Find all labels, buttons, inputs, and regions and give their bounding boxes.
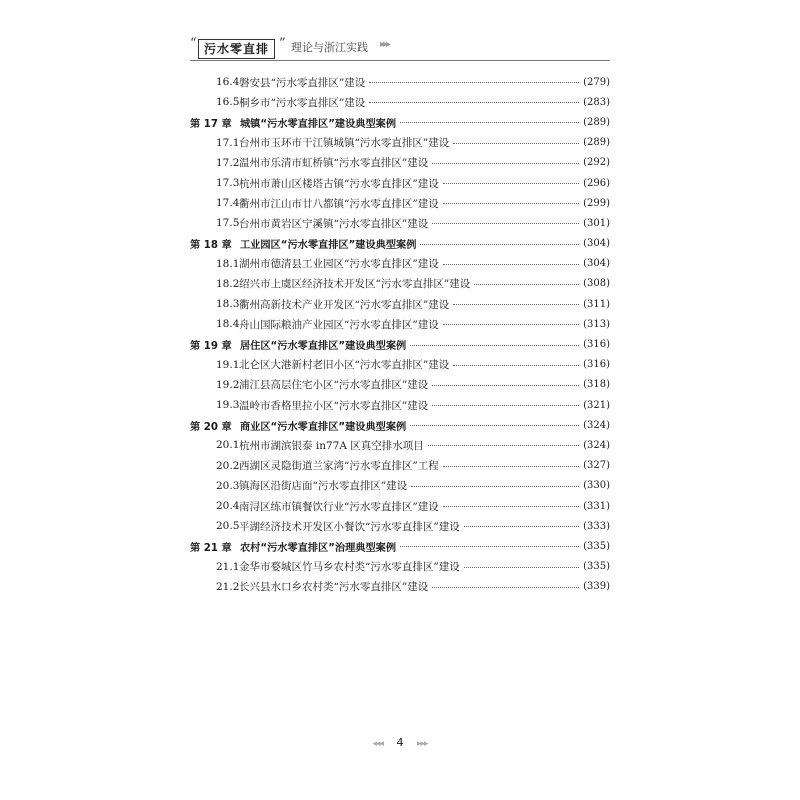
dot-leader [432,384,579,386]
toc-entry-page: (296) [583,177,610,189]
dot-leader [369,101,579,103]
dot-leader [443,505,579,507]
toc-entry-number: 第 20 章 [190,421,232,433]
dot-leader [464,566,579,568]
toc-entry-title: 温岭市香格里拉小区“污水零直排区”建设 [239,399,429,412]
toc-entry-page: (279) [583,76,610,88]
header-arrows-icon: ▸▸▸ [380,39,390,50]
toc-entry-number: 16.4 [216,76,240,89]
toc-section-row [190,496,610,516]
toc-entry-page: (299) [583,197,610,209]
toc-chapter-row [190,234,610,254]
header-rule [190,60,610,61]
toc-entry-title: 杭州市萧山区楼塔古镇“污水零直排区”建设 [239,177,439,190]
dot-leader [410,344,579,346]
open-quote: “ [190,36,197,51]
dot-leader [432,162,579,164]
toc-entry-page: (311) [583,298,610,310]
toc-entry-number: 17.4 [216,197,240,210]
toc-entry-page: (321) [583,399,610,411]
toc-section-row [190,193,610,213]
toc-entry-page: (292) [583,157,610,169]
toc-section-row [190,395,610,415]
close-quote: ” [279,36,286,51]
toc-entry-page: (316) [583,359,610,371]
dot-leader [432,586,579,588]
toc-entry-page: (331) [583,500,610,512]
toc-chapter-row [190,415,610,435]
toc-entry-title: 台州市黄岩区宁溪镇“污水零直排区”建设 [239,217,429,230]
dot-leader [432,404,579,406]
toc-entry-page: (327) [583,460,610,472]
toc-entry-page: (289) [583,116,610,128]
toc-section-row [190,355,610,375]
book-subtitle: 理论与浙江实践 [291,41,368,54]
toc-entry-title: 舟山国际粮油产业园区“污水零直排区”建设 [239,318,439,331]
toc-entry-number: 17.1 [216,136,240,149]
toc-entry-page: (330) [583,480,610,492]
toc-entry-page: (283) [583,96,610,108]
toc-entry-number: 20.2 [216,459,240,472]
toc-section-row [190,375,610,395]
toc-entry-page: (304) [583,258,610,270]
dot-leader [464,525,579,527]
toc-entry-number: 21.1 [216,560,240,573]
toc-entry-number: 17.5 [216,217,240,230]
right-arrows-icon: ▸▸▸ [417,739,428,749]
toc-section-row [190,72,610,92]
toc-entry-title: 金华市婺城区竹马乡农村类“污水零直排区”建设 [239,561,460,574]
toc-entry-page: (301) [583,217,610,229]
dot-leader [410,424,579,426]
toc-section-row [190,577,610,597]
toc-chapter-row [190,112,610,132]
dot-leader [443,202,579,204]
toc-entry-page: (333) [583,520,610,532]
toc-section-row [190,274,610,294]
dot-leader [369,81,579,83]
toc-entry-title: 商业区“污水零直排区”建设典型案例 [240,421,407,433]
toc-entry-page: (308) [583,278,610,290]
dot-leader [400,121,579,123]
toc-section-row [190,173,610,193]
toc-entry-number: 16.5 [216,96,240,109]
toc-entry-number: 18.4 [216,318,240,331]
toc-entry-title: 西湖区灵隐街道兰家湾“污水零直排区”工程 [239,460,439,473]
toc-entry-number: 第 18 章 [190,240,232,252]
toc-entry-title: 南浔区练市镇餐饮行业“污水零直排区”建设 [239,500,439,513]
toc-section-row [190,213,610,233]
toc-entry-number: 17.2 [216,156,240,169]
toc-entry-page: (324) [583,419,610,431]
toc-entry-title: 温州市乐清市虹桥镇“污水零直排区”建设 [239,157,429,170]
toc-entry-title: 居住区“污水零直排区”建设典型案例 [240,341,407,353]
toc-entry-title: 磐安县“污水零直排区”建设 [239,76,366,89]
left-arrows-icon: ◂◂◂ [372,739,383,749]
toc-entry-title: 平湖经济技术开发区小餐饮“污水零直排区”建设 [239,520,460,533]
toc-entry-title: 台州市玉环市干江镇城镇“污水零直排区”建设 [239,137,450,150]
toc-entry-page: (316) [583,339,610,351]
toc-entry-title: 桐乡市“污水零直排区”建设 [239,96,366,109]
toc-entry-page: (324) [583,439,610,451]
toc-entry-title: 绍兴市上虞区经济技术开发区“污水零直排区”建设 [239,278,471,291]
toc-section-row [190,476,610,496]
toc-chapter-row [190,334,610,354]
toc-section-row [190,153,610,173]
toc-entry-page: (335) [583,561,610,573]
toc-entry-page: (313) [583,318,610,330]
toc-entry-number: 20.1 [216,439,240,452]
toc-entry-title: 城镇“污水零直排区”建设典型案例 [240,118,397,130]
toc-entry-title: 浦江县高层住宅小区“污水零直排区”建设 [239,379,429,392]
toc-entry-number: 第 19 章 [190,341,232,353]
toc-section-row [190,133,610,153]
toc-entry-page: (339) [583,581,610,593]
toc-entry-title: 农村“污水零直排区”治理典型案例 [240,542,397,554]
toc-entry-number: 20.3 [216,479,240,492]
toc-entry-number: 19.3 [216,399,240,412]
dot-leader [443,182,579,184]
toc-entry-title: 长兴县水口乡农村类“污水零直排区”建设 [239,581,429,594]
dot-leader [453,142,579,144]
running-header [190,38,610,62]
dot-leader [400,545,579,547]
toc-section-row [190,456,610,476]
toc-entry-number: 17.3 [216,177,240,190]
toc-entry-title: 杭州市湖滨银泰 in77A 区真空排水项目 [239,439,424,452]
dot-leader [411,485,579,487]
dot-leader [443,263,579,265]
toc-entry-page: (335) [583,540,610,552]
toc-entry-number: 第 17 章 [190,118,232,130]
toc-entry-title: 镇海区沿街店面“污水零直排区”建设 [239,480,408,493]
dot-leader [443,323,579,325]
dot-leader [453,364,579,366]
toc-entry-number: 19.2 [216,378,240,391]
toc-entry-number: 18.3 [216,298,240,311]
dot-leader [443,465,579,467]
dot-leader [428,444,579,446]
toc-entry-page: (318) [583,379,610,391]
toc-entry-number: 20.5 [216,520,240,533]
toc-entry-title: 湖州市德清县工业园区“污水零直排区”建设 [239,258,439,271]
toc-entry-title: 工业园区“污水零直排区”建设典型案例 [240,240,417,252]
toc-section-row [190,435,610,455]
toc-entry-page: (304) [583,238,610,250]
page-footer [0,736,800,749]
toc-entry-number: 18.2 [216,277,240,290]
toc-section-row [190,92,610,112]
toc-section-row [190,557,610,577]
toc-section-row [190,294,610,314]
dot-leader [453,303,579,305]
book-title: 污水零直排 [198,39,275,59]
toc-entry-number: 第 21 章 [190,542,232,554]
dot-leader [432,222,579,224]
table-of-contents [190,72,610,597]
page-number: 4 [396,736,404,749]
toc-entry-number: 19.1 [216,358,240,371]
toc-entry-number: 20.4 [216,500,240,513]
toc-section-row [190,254,610,274]
toc-entry-title: 衢州市江山市廿八都镇“污水零直排区”建设 [239,197,439,210]
toc-entry-title: 衢州高新技术产业开发区“污水零直排区”建设 [239,298,450,311]
toc-entry-number: 21.2 [216,580,240,593]
toc-entry-number: 18.1 [216,257,240,270]
dot-leader [420,243,579,245]
toc-entry-title: 北仑区大港新村老旧小区“污水零直排区”建设 [239,359,450,372]
toc-entry-page: (289) [583,137,610,149]
toc-section-row [190,314,610,334]
dot-leader [474,283,579,285]
toc-section-row [190,516,610,536]
toc-chapter-row [190,536,610,556]
